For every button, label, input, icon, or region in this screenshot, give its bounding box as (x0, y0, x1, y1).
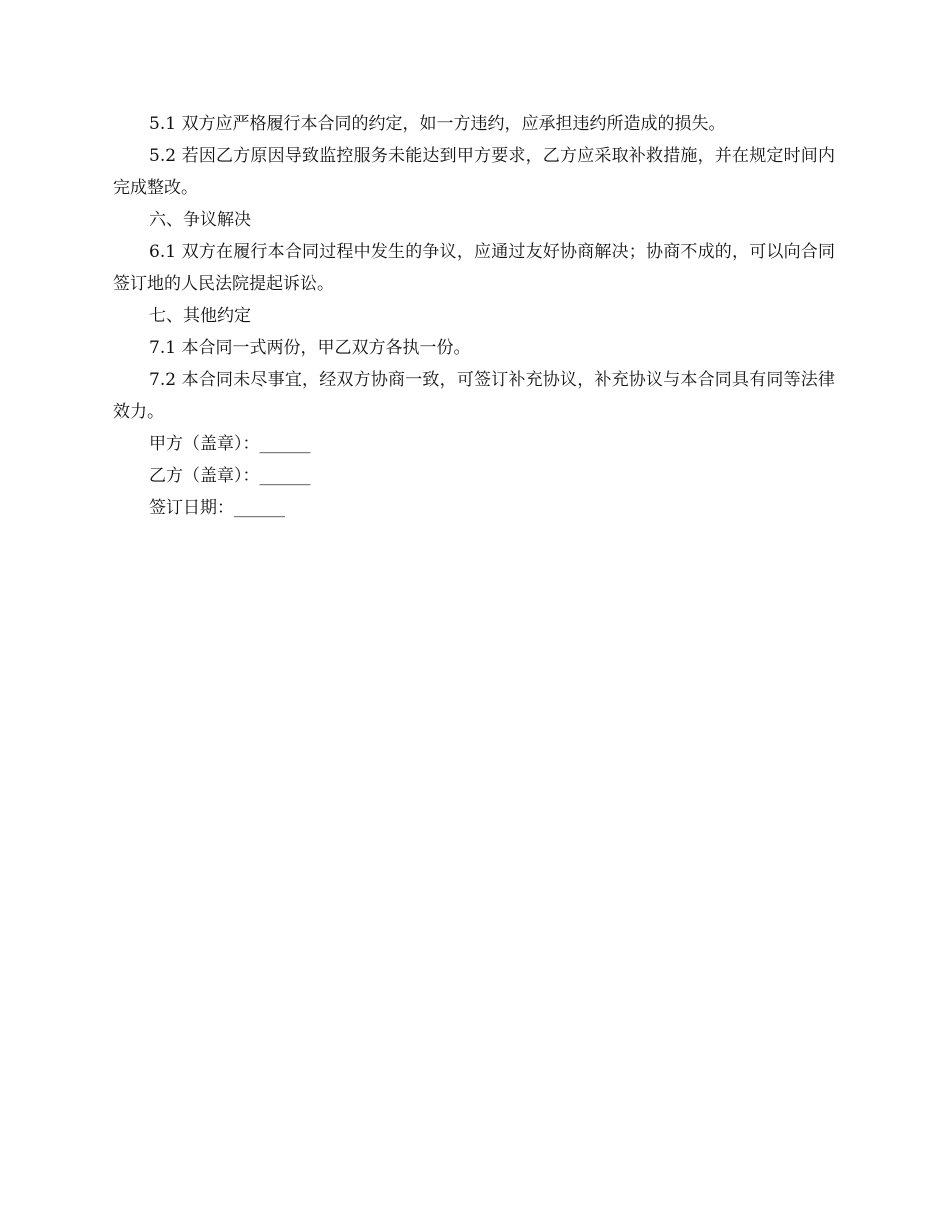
section-heading-other-provisions: 七、其他约定 (149, 306, 251, 326)
contract-body (113, 108, 835, 524)
clause-7-2: 7.2 本合同未尽事宜，经双方协商一致，可签订补充协议，补充协议与本合同具有同等法律效力。 (113, 370, 835, 422)
party-b-signature-line: 乙方（盖章）：______ (149, 466, 311, 486)
signing-date-line: 签订日期：______ (149, 498, 285, 518)
clause-7-1: 7.1 本合同一式两份，甲乙双方各执一份。 (149, 338, 471, 358)
party-a-signature-line: 甲方（盖章）：______ (149, 434, 311, 454)
clause-6-1: 6.1 双方在履行本合同过程中发生的争议，应通过友好协商解决；协商不成的，可以向合同签订地的人民法院提起诉讼。 (113, 242, 835, 294)
clause-5-1: 5.1 双方应严格履行本合同的约定，如一方违约，应承担违约所造成的损失。 (149, 114, 726, 134)
clause-5-2: 5.2 若因乙方原因导致监控服务未能达到甲方要求，乙方应采取补救措施，并在规定时间内完成整改。 (113, 146, 835, 198)
section-heading-dispute-resolution: 六、争议解决 (149, 210, 251, 230)
